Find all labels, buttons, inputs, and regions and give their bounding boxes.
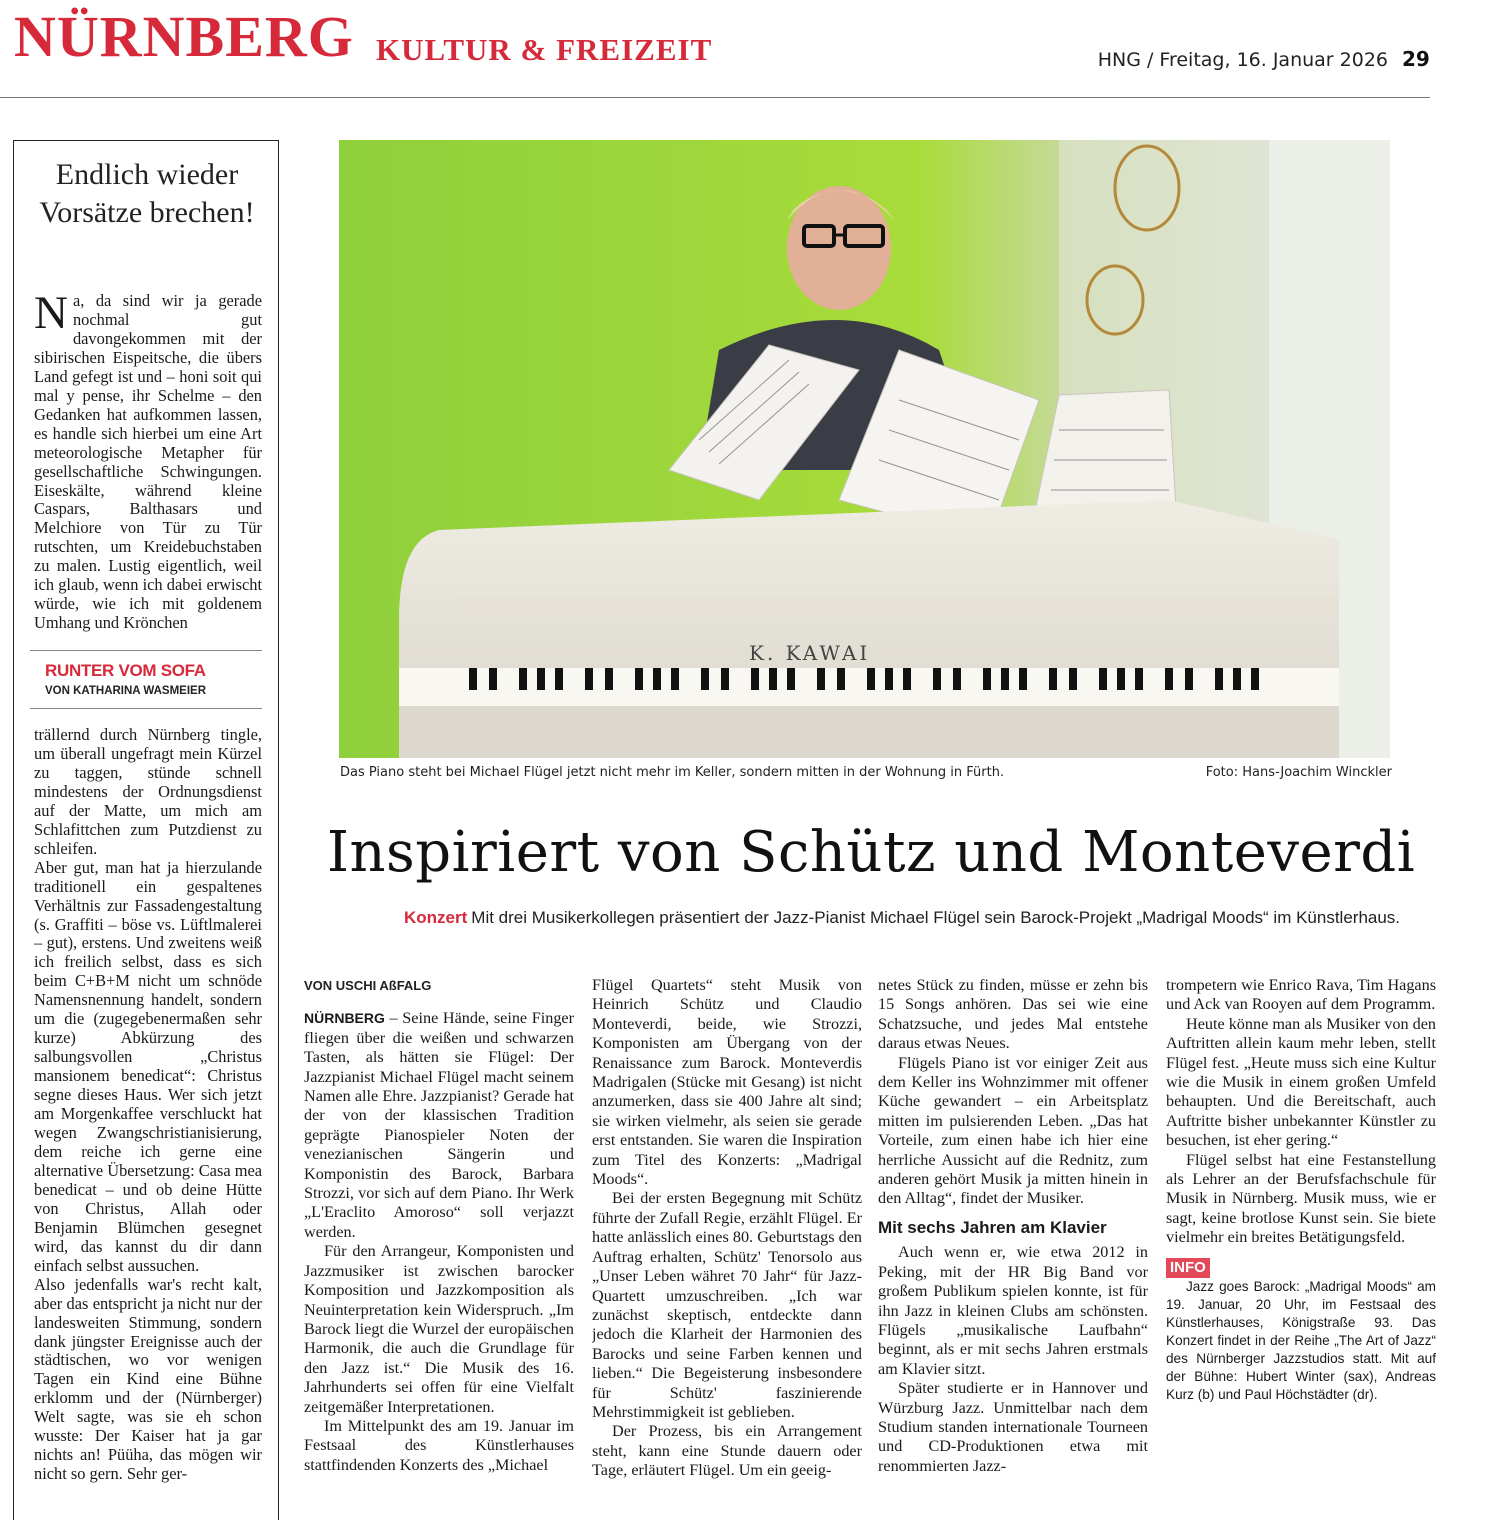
article-headline: Inspiriert von Schütz und Monteverdi: [326, 820, 1416, 885]
section-name: KULTUR & FREIZEIT: [376, 32, 713, 67]
article-paragraph: Später studierte er in Hannover und Würzburg Jazz. Unmittelbar nach dem Studium standen internationale Tourneen und CD-Produktionen etwa mit renommierten Jazz-: [878, 1379, 1148, 1475]
photo-caption: Das Piano steht bei Michael Flügel jetzt nicht mehr im Keller, sondern mitten in der Wohnung in Fürth.: [340, 765, 1005, 780]
column-title: Endlich wieder Vorsätze brechen!: [39, 158, 255, 229]
article-paragraph: netes Stück zu finden, müsse er zehn bis 15 Songs anhören. Das sei wie eine Schatzsuche, und jedes Mal entstehe daraus etwas Neues.: [878, 976, 1148, 1053]
info-badge: INFO: [1166, 1258, 1210, 1278]
column-paragraph: Aber gut, man hat ja hierzulande traditionell ein gespaltenes Verhältnis zur Fassadengestaltung (s. Graffiti – böse vs. Lüftlmalerei – gut), erstens. Und zweitens weiß ich freilich selbst, dass es sich beim C+B+M nicht um schnöde Namensnennung handelt, sondern um die (zugegebenermaßen sehr kurze) Abkürzung des salbungsvollen „Christus mansionem benedicat“: Christus segne dieses Haus. Wer sich jetzt am Morgenkaffee verschluckt hat wegen Zwangschristianisierung, dem reiche ich gerne eine alternative Übersetzung: Casa mea benedicat – und ob deine Hütte von Christus, Allah oder Benjamin Blümchen gesegnet wird, das kannst du dir dann einfach selbst aussuchen.: [34, 857, 262, 1275]
masthead-divider: [0, 97, 1430, 98]
info-box-text: Jazz goes Barock: „Madrigal Moods“ am 19. Januar, 20 Uhr, im Festsaal des Künstlerhauses, Königstraße 93. Das Konzert findet in der Reihe „The Art of Jazz“ des Nürnberger Jazzstudios statt. Mit auf der Bühne: Hubert Winter (sax), Andreas Kurz (b) und Paul Höchstädter (dr).: [1166, 1278, 1436, 1402]
column-text-part1: [34, 292, 262, 632]
piano-brand: K. KAWAI: [749, 641, 871, 665]
column-paragraph: a, da sind wir ja gerade nochmal gut davongekommen mit der sibirischen Eispeitsche, die übers Land gefegt ist und – honi soit qui mal y pense, ihr Schelme – den Gedanken hat aufkommen lassen, es handle sich hierbei um eine Art meteorologische Metapher für gesellschaftliche Schwingungen. Eiseskälte, während kleine Caspars, Balthasars und Melchiore von Tür zu Tür rutschten, um Kreidebuchstaben zu malen. Lustig eigentlich, weil ich glaub, wenn ich dabei erwischt würde, wie ich mit goldenem Umhang und Krönchen: [34, 292, 262, 632]
article-column-3: [878, 976, 1148, 1500]
article-paragraph: Im Mittelpunkt des am 19. Januar im Festsaal des Künstlerhauses stattfindenden Konzerts des „Michael: [304, 1416, 574, 1474]
teaser-text: Mit drei Musikerkollegen präsentiert der Jazz-Pianist Michael Flügel sein Barock-Projekt „Madrigal Moods“ im Künstlerhaus.: [471, 908, 1401, 927]
section-city-title: NÜRNBERG: [14, 4, 354, 69]
article-paragraph: Flügel selbst hat eine Festanstellung als Lehrer an der Berufsfachschule für Musik in Nürnberg. Musik muss, wie er sagt, keine brotlose Kunst sein. Sie biete vielmehr ein breites Betätigungsfeld.: [1166, 1150, 1436, 1247]
photo-pianist-at-piano: [339, 140, 1390, 758]
article-byline: VON USCHI AßFALG: [304, 978, 432, 993]
article-paragraph: Für den Arrangeur, Komponisten und Jazzmusiker ist zwischen barocker Komposition und Jazzkomposition als Neuinterpretation kein Widerspruch. „Im Barock liegt die Wurzel der europäischen Harmonik, die auch die Grundlage für den Jazz ist.“ Die Musik des 16. Jahrhunderts sei offen für eine Vielfalt zeitgemäßer Interpretationen.: [304, 1242, 574, 1416]
article-column-2: [592, 976, 862, 1500]
article-paragraph: Bei der ersten Begegnung mit Schütz führte der Zufall Regie, erzählt Flügel. Er hatte anlässlich eines 80. Geburtstags den Auftrag erhalten, Schütz' Tenorsolo aus „Unser Leben währet 70 Jahr“ für Jazz-Quartett umzuschreiben. „Ich war zunächst skeptisch, entdeckte dann jedoch die Klarheit der Harmonien des Barocks und seine Farben kennen und lieben.“ Die Begeisterung insbesondere für Schütz' faszinierende Mehrstimmigkeit ist geblieben.: [592, 1189, 862, 1421]
article-teaser: [404, 908, 1400, 928]
article-photo: [339, 140, 1390, 758]
article-dateline: NÜRNBERG: [304, 1010, 385, 1027]
photo-credit: Foto: Hans-Joachim Winckler: [1205, 765, 1392, 780]
article-paragraph: Der Prozess, bis ein Arrangement steht, kann eine Stunde dauern oder Tage, erläutert Flügel. Um ein geeig-: [592, 1422, 862, 1480]
article-paragraph: Flügel Quartets“ steht Musik von Heinrich Schütz und Claudio Monteverdi, beide, wie Strozzi, Komponisten am Übergang von der Renaissance zum Barock. Monteverdis Madrigalen (Stücke mit Gesang) ist nicht anzumerken, dass sie 400 Jahre alt sind; sie wirken vielmehr, als seien sie gerade erst entstanden. Sie waren die Inspiration zum Titel des Konzerts: „Madrigal Moods“.: [592, 976, 862, 1189]
column-paragraph: trällernd durch Nürnberg tingle, um überall ungefragt mein Kürzel zu taggen, stünde schnell mindestens der Ordnungsdienst auf der Matte, um mich am Schlafittchen zum Putzdienst zu schleifen.: [34, 726, 262, 858]
column-byline: VON KATHARINA WASMEIER: [45, 685, 206, 697]
page-number: 29: [1402, 47, 1430, 71]
article-paragraph: – Seine Hände, seine Finger fliegen über die weißen und schwarzen Tasten, als hätten sie Flügel: Der Jazzpianist Michael Flügel macht seinem Namen alle Ehre. Jazzpianist? Gerade hat der von der klassischen Tradition geprägte Pianospieler Noten der venezianischen Sängerin und Komponistin des Barock, Barbara Strozzi, vor sich auf dem Piano. Ihr Werk „L'Eraclito Amoroso“ soll verjazzt werden.: [304, 1009, 574, 1241]
column-text-part2: [34, 726, 262, 1500]
issue-date: HNG / Freitag, 16. Januar 2026: [1097, 49, 1388, 71]
article-paragraph: Flügels Piano ist vor einiger Zeit aus dem Keller ins Wohnzimmer mit offener Küche gewandert – ein Arbeitsplatz mitten im pulsierenden Leben. „Das hat Vorteile, zum einen habe ich hier eine herrliche Aussicht auf die Rednitz, zum anderen gehört Musik ja mitten hinein in den Alltag“, findet der Musiker.: [878, 1053, 1148, 1208]
article-column-4: [1166, 976, 1436, 1500]
article-paragraph: trompetern wie Enrico Rava, Tim Hagans und Ack van Rooyen auf dem Programm.: [1166, 976, 1436, 1014]
teaser-kicker: Konzert: [404, 908, 468, 927]
article-paragraph: Auch wenn er, wie etwa 2012 in Peking, mit der HR Big Band vor großem Publikum spielen konnte, ist für ihn Jazz in kleinen Clubs am schönsten. Flügels „musikalische Laufbahn“ beginnt, als er mit sechs Jahren erstmals am Klavier sitzt.: [878, 1243, 1148, 1378]
column-paragraph: Also jedenfalls war's recht kalt, aber das entspricht ja nicht nur der landesweiten Stimmung, sondern dank jüngster Ereignisse auch der städtischen, wo vor wenigen Tagen ein Kind eine Bühne erklomm und der (Nürnberger) Welt sagte, was sie eh schon wusste: Der Kaiser hat ja gar nichts an! Püüha, das mögen wir nicht so gern. Sehr ger-: [34, 1274, 262, 1484]
column-dropcap: N: [34, 292, 68, 339]
column-divider-top: [30, 650, 262, 651]
article-subheading: Mit sechs Jahren am Klavier: [878, 1217, 1107, 1237]
article-paragraph: Heute könne man als Musiker von den Auftritten allein kaum mehr leben, stellt Flügel fest. „Heute muss sich eine Kultur wie die Musik in einem großen Umfeld behaupten. Und die Bereitschaft, auch Auftritte bisher unbekannter Künstler zu besuchen, ist eher gering.“: [1166, 1014, 1436, 1150]
column-divider-bottom: [30, 708, 262, 709]
article-column-1: [304, 976, 574, 1500]
column-kicker: RUNTER VOM SOFA: [45, 661, 206, 680]
